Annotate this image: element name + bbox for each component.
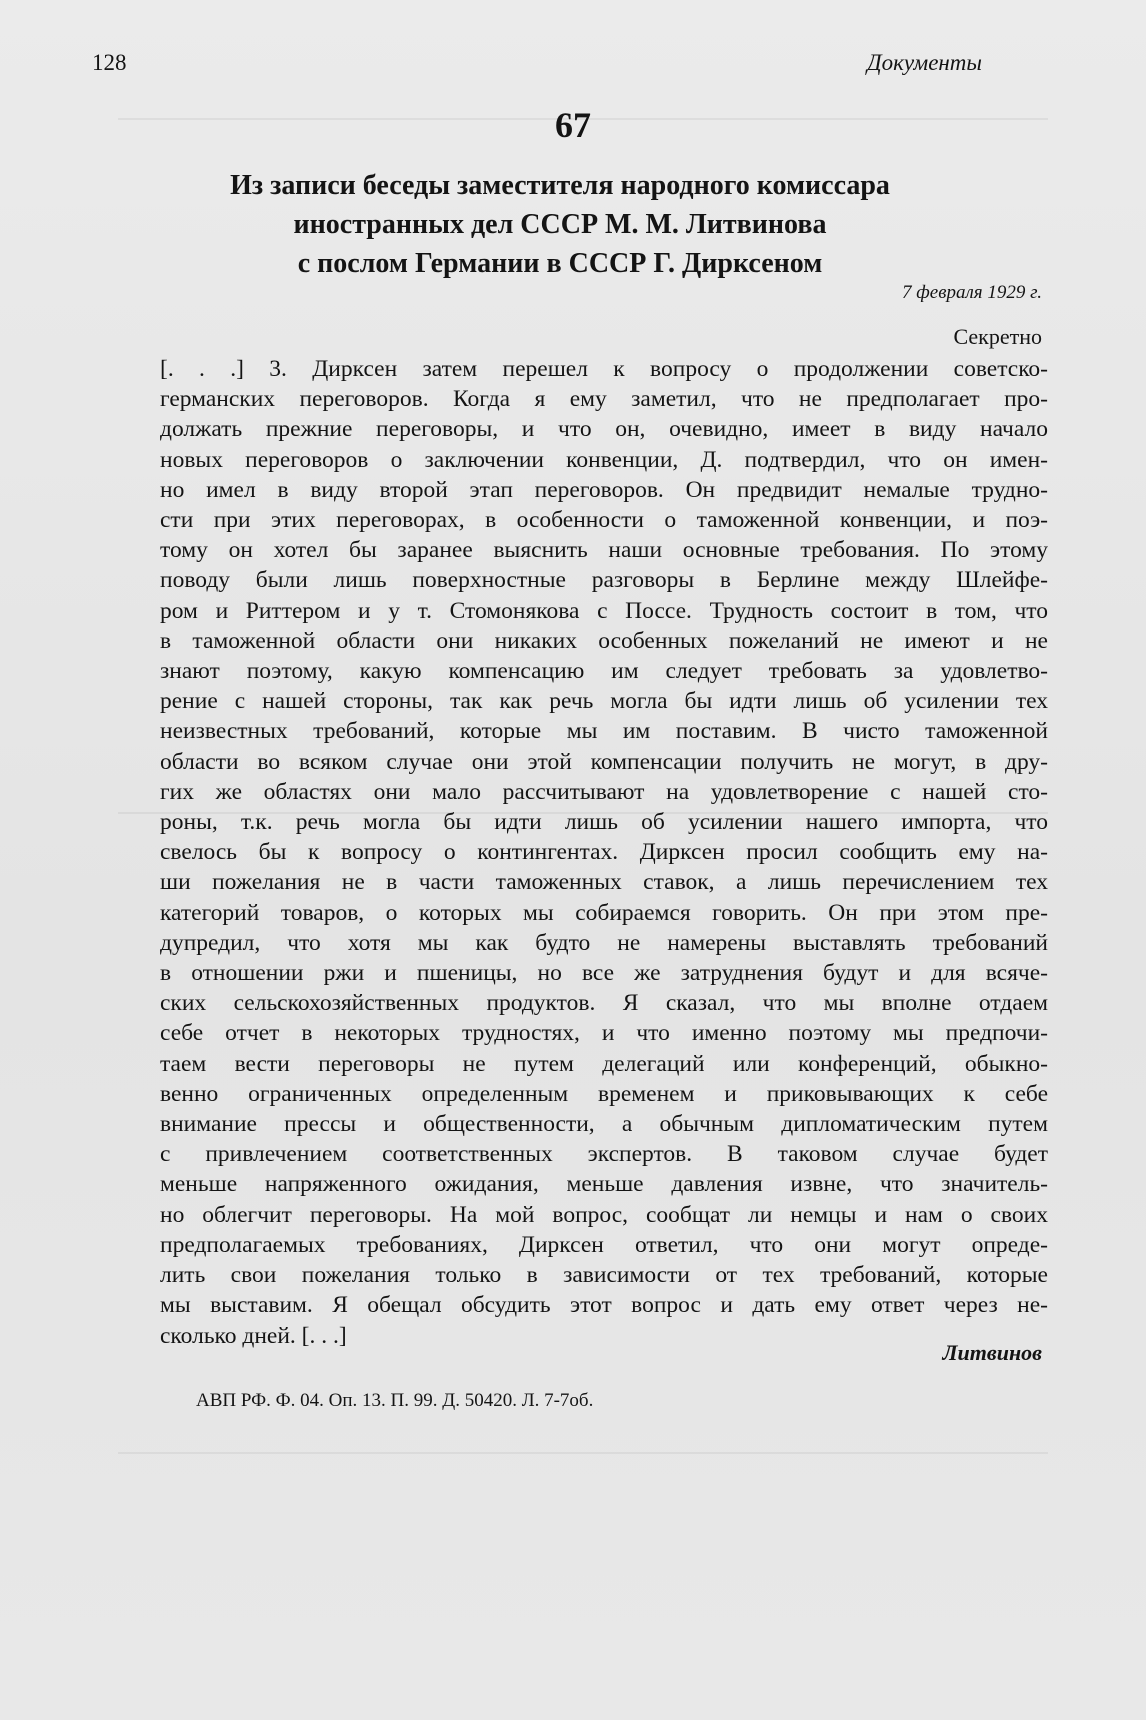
body-line: сколько дней. [. . .] [160,1322,347,1349]
body-line: предполагаемых требованиях, Дирксен ответил, что они могут опреде- [160,1231,1048,1258]
body-line: [. . .] 3. Дирксен затем перешел к вопросу о продолжении советско- [160,356,1048,382]
body-line: ских сельскохозяйственных продуктов. Я сказал, что мы вполне отдаем [160,990,1048,1017]
body-line: области во всяком случае они этой компенсации получить не могут, в дру- [160,748,1048,775]
document-date: 7 февраля 1929 г. [902,282,1042,303]
bleed-through-shadow [118,1452,1048,1454]
title-line: с послом Германии в СССР Г. Дирксеном [297,248,823,279]
body-line: гих же областях они мало рассчитывают на удовлетворение с нашей сто- [160,778,1048,805]
body-line: ром и Риттером и у т. Стомонякова с Поссе. Трудность состоит в том, что [160,597,1048,624]
body-line: с привлечением соответственных экспертов. В таковом случае будет [160,1141,1048,1168]
document-title [150,166,970,283]
running-head: Документы [866,50,982,75]
body-line: знают поэтому, какую компенсацию им следует требовать за удовлетво- [160,658,1048,685]
body-line: сти при этих переговорах, в особенности о таможенной конвенции, и поэ- [160,507,1048,534]
body-line: мы выставим. Я обещал обсудить этот вопрос и дать ему ответ через не- [160,1292,1048,1319]
body-line: ши пожелания не в части таможенных ставок, а лишь перечислением тех [160,869,1048,896]
body-line: себе отчет в некоторых трудностях, и что именно поэтому мы предпочи- [160,1020,1048,1047]
body-line: роны, т.к. речь могла бы идти лишь об усилении нашего импорта, что [160,809,1048,836]
body-line: должать прежние переговоры, и что он, очевидно, имеет в виду начало [160,416,1048,443]
body-line: неизвестных требований, которые мы им поставим. В чисто таможенной [160,718,1048,745]
page-header [92,50,982,84]
title-line: Из записи беседы заместителя народного комиссара [230,170,890,201]
body-line: венно ограниченных определенным временем и приковывающих к себе [160,1080,1048,1107]
body-line: свелось бы к вопросу о контингентах. Дирксен просил сообщить ему на- [160,839,1048,866]
body-line: но облегчит переговоры. На мой вопрос, сообщат ли немцы и нам о своих [160,1201,1048,1228]
body-line: в отношении ржи и пшеницы, но все же затруднения будут и для всяче- [160,960,1048,987]
body-line: рение с нашей стороны, так как речь могла бы идти лишь об усилении тех [160,688,1048,715]
body-line: германских переговоров. Когда я ему заметил, что не предполагает про- [160,386,1048,413]
page-number: 128 [92,50,127,75]
body-line: поводу были лишь поверхностные разговоры в Берлине между Шлейфе- [160,567,1048,594]
body-line: меньше напряженного ожидания, меньше давления извне, что значитель- [160,1171,1048,1198]
archive-source-reference: АВП РФ. Ф. 04. Оп. 13. П. 99. Д. 50420. Л. 7-7об. [196,1390,594,1411]
body-line: дупредил, что хотя мы как будто не намерены выставлять требований [160,929,1048,956]
title-line: иностранных дел СССР М. М. Литвинова [293,209,827,240]
document-number: 67 [555,105,591,145]
body-line: внимание прессы и общественности, а обычным дипломатическим путем [160,1111,1048,1138]
body-line: но имел в виду второй этап переговоров. Он предвидит немалые трудно- [160,476,1048,503]
body-line: категорий товаров, о которых мы собираемся говорить. Он при этом пре- [160,899,1048,926]
body-line: таем вести переговоры не путем делегаций или конференций, обыкно- [160,1050,1048,1077]
body-line: новых переговоров о заключении конвенции, Д. подтвердил, что он имен- [160,446,1048,473]
classification-stamp: Секретно [953,324,1042,349]
body-line: тому он хотел бы заранее выяснить наши основные требования. По этому [160,537,1048,564]
signature: Литвинов [942,1340,1042,1365]
document-body [160,354,1048,1351]
body-line: в таможенной области они никаких особенных пожеланий не имеют и не [160,627,1048,654]
body-line: лить свои пожелания только в зависимости от тех требований, которые [160,1262,1048,1289]
